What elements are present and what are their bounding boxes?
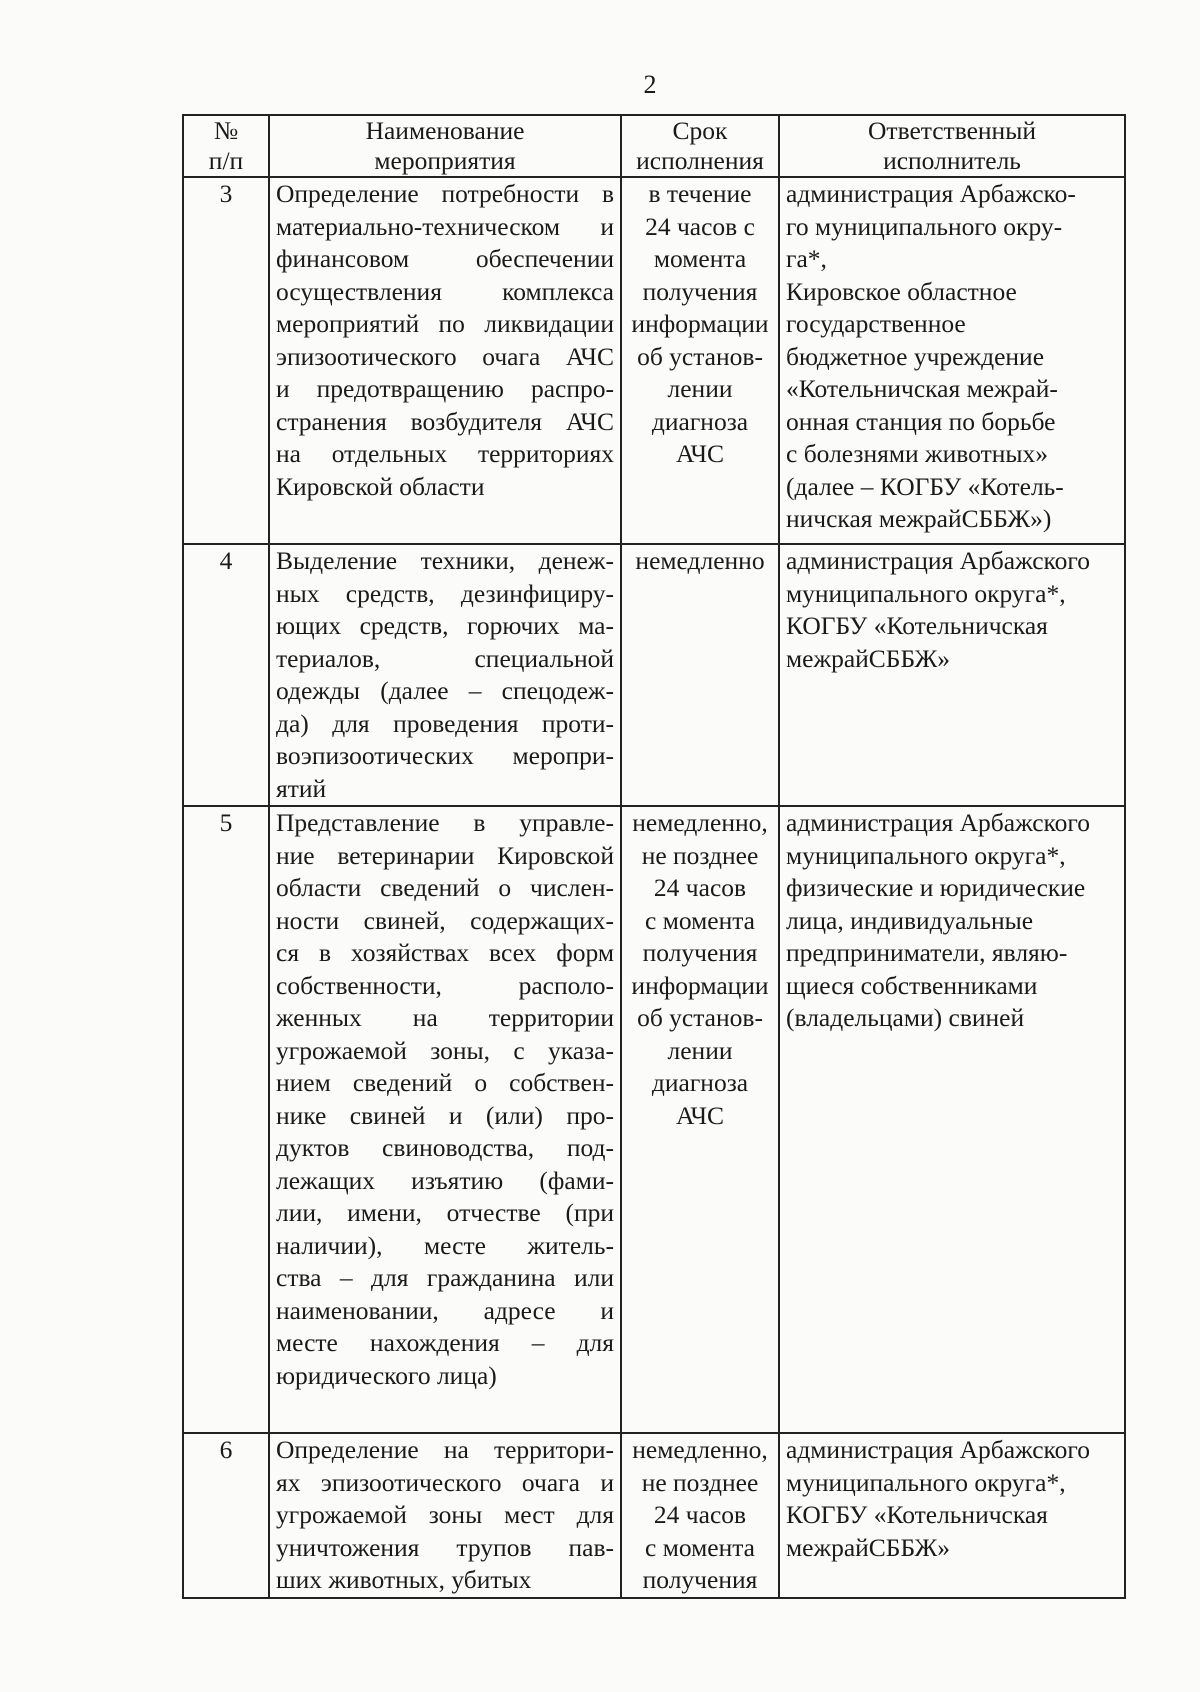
text-line: одежды (далее – спецодеж- <box>276 676 614 705</box>
text-line: АЧС <box>675 1100 725 1130</box>
text-line: ях эпизоотического очага и <box>276 1467 614 1497</box>
header-responsible: Ответственный исполнитель <box>779 115 1125 177</box>
text-line: ющих средств, горючих ма- <box>276 611 614 640</box>
text-line: 24 часов с <box>645 211 755 241</box>
text-line: государственное <box>786 309 966 338</box>
text-line: информации <box>631 970 769 1000</box>
text-line: с момента <box>645 905 755 935</box>
text-line: да) для проведения проти- <box>276 708 614 738</box>
row-number: 5 <box>183 806 269 1433</box>
text-line: физические и юридические <box>786 873 1086 902</box>
text-line: Представление в управле- <box>276 808 614 837</box>
text-line: онная станция по борьбе <box>786 406 1056 436</box>
text-line: диагноза <box>651 406 749 436</box>
text-line: администрация Арбажско- <box>786 179 1076 208</box>
text-line: нике свиней и (или) про- <box>276 1100 614 1130</box>
text-line: ние ветеринарии Кировской <box>276 840 614 870</box>
text-line: финансовом обеспечении <box>276 244 614 273</box>
text-line: наименовании, адресе и <box>276 1295 614 1325</box>
measure-name <box>269 544 621 806</box>
text-line: информации <box>631 309 769 338</box>
execution-term <box>621 177 779 544</box>
text-line: администрация Арбажского <box>786 1435 1090 1464</box>
text-line: АЧС <box>675 439 725 468</box>
text-line: предприниматели, являю- <box>786 938 1068 967</box>
text-line: момента <box>653 244 747 273</box>
table-row <box>183 544 1125 806</box>
text-line: уничтожения трупов пав- <box>276 1532 614 1562</box>
text-line: угрожаемой зоны, с указа- <box>276 1035 614 1065</box>
text-line: угрожаемой зоны мест для <box>276 1500 614 1529</box>
measure-name <box>269 1433 621 1598</box>
responsible-executor <box>779 806 1125 1433</box>
text-line: ничская межрайСББЖ») <box>786 504 1052 533</box>
text-line: получения <box>642 1565 758 1594</box>
text-line: на отдельных территориях <box>276 439 614 468</box>
table-header-row <box>183 115 1125 177</box>
text-line: га*, <box>786 244 827 273</box>
text-line: ся в хозяйствах всех форм <box>276 938 614 967</box>
table-row <box>183 1433 1125 1598</box>
text-line: Выделение техники, денеж- <box>276 546 614 575</box>
text-line: администрация Арбажского <box>786 546 1090 575</box>
text-line: осуществления комплекса <box>276 276 614 306</box>
measure-name <box>269 806 621 1433</box>
text-line: немедленно, <box>632 808 768 837</box>
text-line: и предотвращению распро- <box>276 374 614 403</box>
text-line: ших животных, убитых <box>276 1565 532 1594</box>
text-line: лении <box>667 1035 733 1065</box>
text-line: не позднее <box>641 840 759 870</box>
text-line: 24 часов <box>653 873 747 902</box>
text-line: эпизоотического очага АЧС <box>276 341 614 371</box>
text-line: немедленно, <box>632 1435 768 1464</box>
execution-term <box>621 1433 779 1598</box>
text-line: воэпизоотических меропри- <box>276 741 614 770</box>
header-name: Наименование мероприятия <box>269 115 621 177</box>
text-line: диагноза <box>651 1068 749 1097</box>
header-term: Срок исполнения <box>621 115 779 177</box>
table-row <box>183 806 1125 1433</box>
text-line: муниципального округа*, <box>786 578 1066 608</box>
text-line: межрайСББЖ» <box>786 643 951 673</box>
text-line: лица, индивидуальные <box>786 905 1034 935</box>
text-line: лении <box>667 374 733 403</box>
text-line: ности свиней, содержащих- <box>276 905 614 935</box>
responsible-executor <box>779 544 1125 806</box>
text-line: Кировское областное <box>786 276 1017 306</box>
text-line: КОГБУ «Котельничская <box>786 611 1048 640</box>
text-line: наличии), месте житель- <box>276 1230 614 1260</box>
text-line: щиеся собственниками <box>786 970 1038 1000</box>
text-line: лежащих изъятию (фами- <box>276 1165 614 1195</box>
text-line: дуктов свиноводства, под- <box>276 1133 614 1162</box>
text-line: ных средств, дезинфициру- <box>276 578 614 608</box>
text-line: териалов, специальной <box>276 643 614 673</box>
text-line: межрайСББЖ» <box>786 1532 951 1562</box>
text-line: ства – для гражданина или <box>276 1263 614 1292</box>
text-line: Кировской области <box>276 471 485 501</box>
text-line: об установ- <box>637 341 763 371</box>
text-line: области сведений о числен- <box>276 873 614 902</box>
text-line: Определение на территори- <box>276 1435 614 1464</box>
text-line: собственности, располо- <box>276 970 614 1000</box>
text-line: материально-техническом и <box>276 211 614 241</box>
text-line: 24 часов <box>653 1500 747 1529</box>
text-line: лии, имени, отчестве (при <box>276 1198 614 1227</box>
text-line: «Котельничская межрай- <box>786 374 1058 403</box>
text-line: бюджетное учреждение <box>786 341 1045 371</box>
text-line: юридического лица) <box>276 1360 497 1390</box>
header-number: № п/п <box>183 115 269 177</box>
text-line: муниципального округа*, <box>786 1467 1066 1497</box>
text-line: с болезнями животных» <box>786 439 1049 468</box>
text-line: го муниципального окру- <box>786 211 1063 241</box>
measures-table <box>182 114 1126 1599</box>
execution-term <box>621 544 779 806</box>
page-number: 2 <box>643 70 657 99</box>
text-line: Определение потребности в <box>276 179 614 208</box>
text-line: администрация Арбажского <box>786 808 1090 837</box>
text-line: месте нахождения – для <box>276 1328 614 1357</box>
text-line: получения <box>642 938 758 967</box>
text-line: (далее – КОГБУ «Котель- <box>786 471 1064 501</box>
responsible-executor <box>779 177 1125 544</box>
text-line: получения <box>642 276 758 306</box>
text-line: муниципального округа*, <box>786 840 1066 870</box>
responsible-executor <box>779 1433 1125 1598</box>
text-line: нием сведений о собствен- <box>276 1068 614 1097</box>
row-number: 6 <box>183 1433 269 1598</box>
text-line: странения возбудителя АЧС <box>276 406 614 436</box>
text-line: в течение <box>648 179 752 208</box>
text-line: (владельцами) свиней <box>786 1003 1025 1032</box>
text-line: КОГБУ «Котельничская <box>786 1500 1048 1529</box>
text-line: ятий <box>276 773 327 803</box>
text-line: немедленно <box>635 546 765 575</box>
text-line: не позднее <box>641 1467 759 1497</box>
text-line: женных на территории <box>276 1003 614 1032</box>
table-row <box>183 177 1125 544</box>
text-line: мероприятий по ликвидации <box>276 309 614 338</box>
text-line: об установ- <box>637 1003 763 1032</box>
measure-name <box>269 177 621 544</box>
text-line: с момента <box>645 1532 755 1562</box>
row-number: 3 <box>183 177 269 544</box>
row-number: 4 <box>183 544 269 806</box>
execution-term <box>621 806 779 1433</box>
